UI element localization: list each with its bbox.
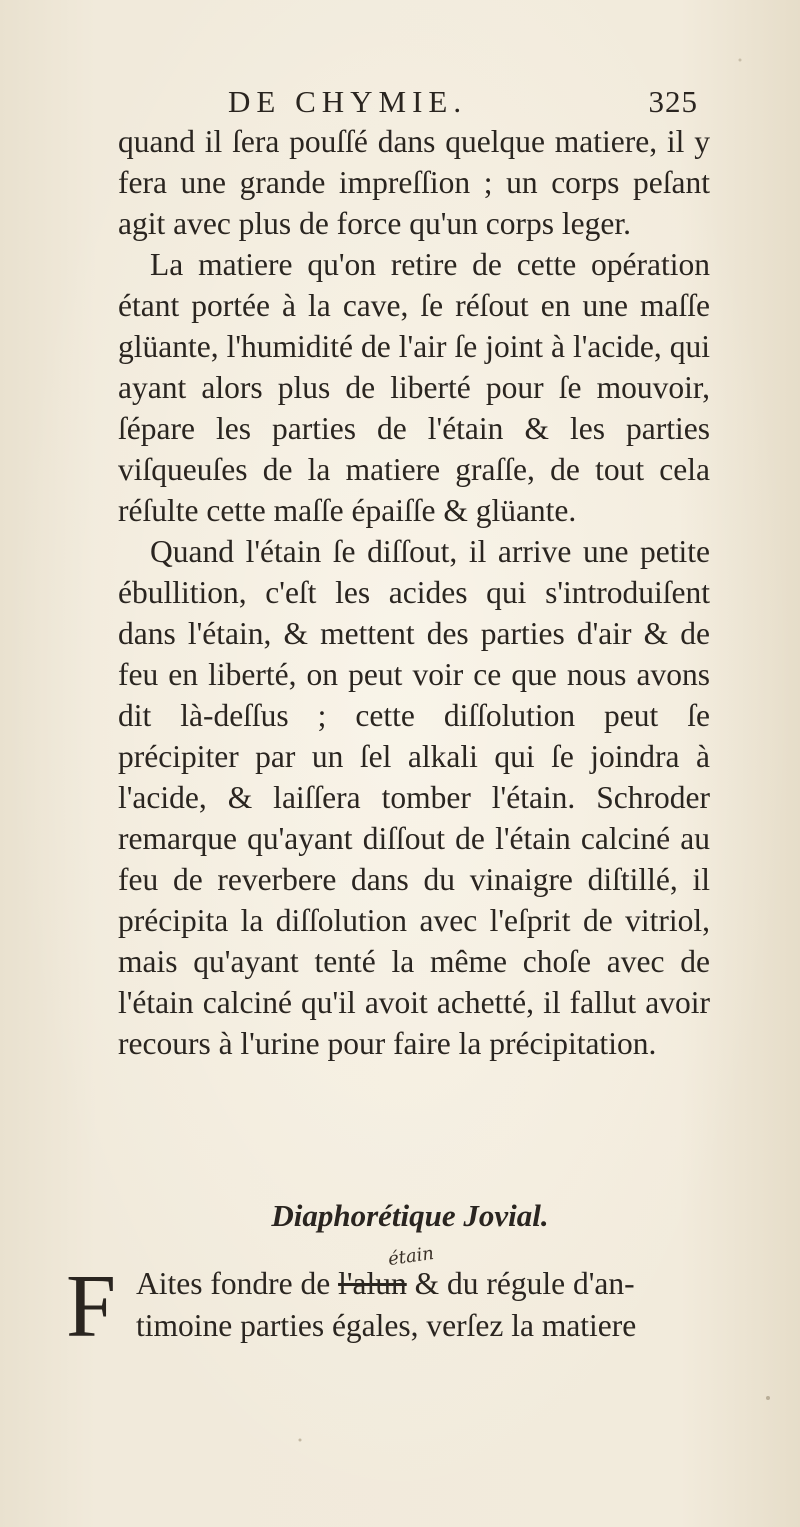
paragraph-2: La matiere qu'on retire de cette opération étant portée à la cave, ſe réſout en une maſſe glüante, l'humidité de l'air ſe joint à l'acide, qui ayant alors plus de liberté pour ſe mouvoir, ſépare les parties de l'étain & les parties viſqueuſes de la matiere graſſe, de tout cela réſulte cette maſſe épaiſſe & glüante.	[118, 247, 710, 528]
paragraph-3: Quand l'étain ſe diſſout, il arrive une petite ébullition, c'eſt les acides qui s'introduiſent dans l'étain, & mettent des parties d'air & de feu en liberté, on peut voir ce que nous avons dit là-deſſus ; cette diſſolution peut ſe précipiter par un ſel alkali qui ſe joindra à l'acide, & laiſſera tomber l'étain. Schroder remarque qu'ayant diſſout de l'étain calciné au feu de reverbere dans du vinaigre diſtillé, il précipita la diſſolution avec l'eſprit de vitriol, mais qu'ayant tenté la même choſe avec de l'étain calciné qu'il avoit achetté, il fallut avoir recours à l'urine pour faire la précipitation.	[118, 534, 710, 1061]
recipe-line-1-end: & du régule d'an-	[406, 1266, 635, 1301]
struck-word: l'alun	[338, 1266, 407, 1301]
speck	[739, 59, 742, 62]
recipe-line-1-start: Aites fondre de	[136, 1266, 339, 1301]
running-title: DE CHYMIE.	[228, 84, 468, 119]
section-heading: Diaphorétique Jovial.	[271, 1198, 549, 1233]
paragraph-1: quand il ſera pouſſé dans quelque matiere, il y fera une grande impreſſion ; un corps peſant agit avec plus de force qu'un corps leger.	[118, 124, 710, 241]
speck	[299, 1439, 302, 1442]
page-number: 325	[648, 84, 698, 119]
drop-cap: F	[66, 1257, 117, 1356]
recipe-line-2: timoine parties égales, verſez la matiere	[136, 1308, 637, 1343]
speck	[766, 1396, 770, 1400]
handwritten-correction: étain	[386, 1242, 436, 1271]
